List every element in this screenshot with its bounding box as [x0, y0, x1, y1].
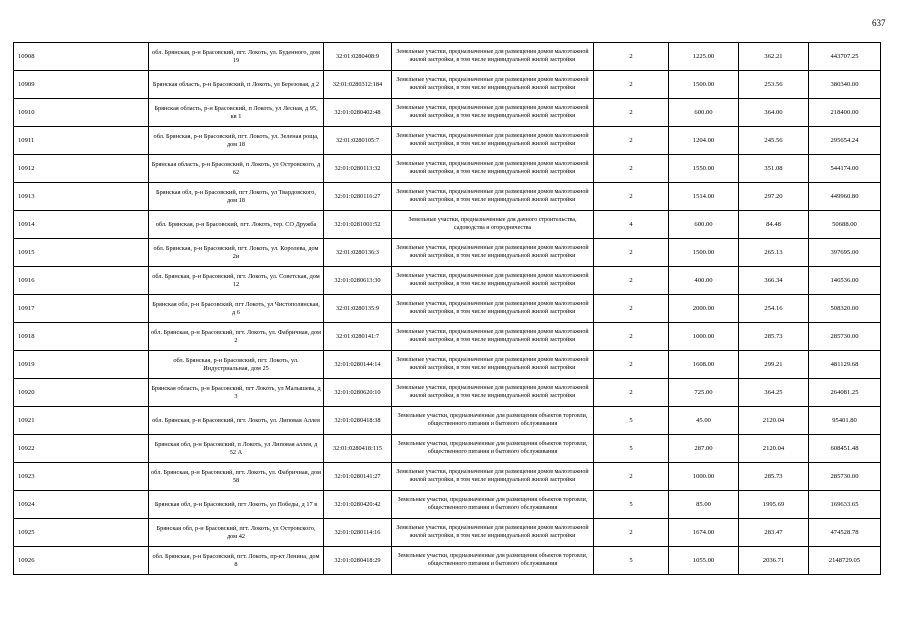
land-use-cell: Земельные участки, предназначенные для размещения домов малоэтажной жилой застройки, в том числе индивидуальной жилой застройки	[392, 99, 594, 127]
area-cell: 45.00	[669, 407, 739, 435]
cadastral-number-cell: 32:01:0281001:52	[324, 211, 392, 239]
row-number: 10924	[14, 491, 149, 519]
row-number: 10926	[14, 547, 149, 575]
row-number: 10919	[14, 351, 149, 379]
area-cell: 1500.00	[669, 71, 739, 99]
cadastral-number-cell: 32:01:0280418:38	[324, 407, 392, 435]
land-use-cell: Земельные участки, предназначенные для размещения домов малоэтажной жилой застройки, в том числе индивидуальной жилой застройки	[392, 43, 594, 71]
cadastral-value-cell: 2148729.05	[809, 547, 881, 575]
table-row	[14, 71, 881, 99]
land-use-cell: Земельные участки, предназначенные для размещения домов малоэтажной жилой застройки, в том числе индивидуальной жилой застройки	[392, 183, 594, 211]
group-cell: 2	[594, 99, 669, 127]
table-row	[14, 183, 881, 211]
table-row	[14, 239, 881, 267]
area-cell: 600.00	[669, 211, 739, 239]
area-cell: 1500.00	[669, 239, 739, 267]
row-number: 10923	[14, 463, 149, 491]
group-cell: 5	[594, 547, 669, 575]
cadastral-value-cell: 481129.68	[809, 351, 881, 379]
address-cell: обл. Брянская, р-н Брасовский, пгт. Локоть, пр-кт Ленина, дом 8	[149, 547, 324, 575]
cadastral-number-cell: 32:01:0280420:42	[324, 491, 392, 519]
table-row	[14, 211, 881, 239]
address-cell: Брянская область, р-н Брасовский, пгт Локоть, ул Малышева, д 3	[149, 379, 324, 407]
area-cell: 1514.00	[669, 183, 739, 211]
land-use-cell: Земельные участки, предназначенные для размещения домов малоэтажной жилой застройки, в том числе индивидуальной жилой застройки	[392, 351, 594, 379]
cadastral-number-cell: 32:01:0280135:9	[324, 295, 392, 323]
cadastral-number-cell: 32:01:0280620:10	[324, 379, 392, 407]
cadastral-value-cell: 285730.00	[809, 323, 881, 351]
row-number: 10922	[14, 435, 149, 463]
land-use-cell: Земельные участки, предназначенные для размещения объектов торговли, общественного питания и бытового обслуживания	[392, 407, 594, 435]
group-cell: 2	[594, 71, 669, 99]
rate-cell: 283.47	[739, 519, 809, 547]
area-cell: 725.00	[669, 379, 739, 407]
area-cell: 1225.00	[669, 43, 739, 71]
rate-cell: 265.13	[739, 239, 809, 267]
group-cell: 2	[594, 463, 669, 491]
area-cell: 600.00	[669, 99, 739, 127]
group-cell: 5	[594, 407, 669, 435]
row-number: 10913	[14, 183, 149, 211]
area-cell: 1550.00	[669, 155, 739, 183]
address-cell: обл. Брянская, р-н Брасовский, пгт. Локоть, тер. СО Дружба	[149, 211, 324, 239]
rate-cell: 245.56	[739, 127, 809, 155]
address-cell: Брянская обл, р-н Брасовский, пгт Локоть, ул Победы, д 17 в	[149, 491, 324, 519]
cadastral-number-cell: 32:01:0280418:115	[324, 435, 392, 463]
cadastral-value-cell: 508320.00	[809, 295, 881, 323]
address-cell: обл. Брянская, р-н Брасовский, пгт. Локоть, ул. Фабричная, дом 58	[149, 463, 324, 491]
address-cell: Брянская обл, р-н Брасовский, пгт Локоть, ул Чистополянская, д 6	[149, 295, 324, 323]
address-cell: Брянская область, р-н Брасовский, п Локоть, ул Лесная, д 95, кв 1	[149, 99, 324, 127]
rate-cell: 2120.04	[739, 407, 809, 435]
address-cell: обл. Брянская, р-н Брасовский, пгт. Локоть, ул. Буденного, дом 19	[149, 43, 324, 71]
table-row	[14, 379, 881, 407]
cadastral-value-cell: 285730.00	[809, 463, 881, 491]
cadastral-number-cell: 32:01:0280402:48	[324, 99, 392, 127]
address-cell: Брянская область, р-н Брасовский, п Локоть, ул Березовая, д 2	[149, 71, 324, 99]
table-row	[14, 463, 881, 491]
cadastral-number-cell: 32:01:0280312:184	[324, 71, 392, 99]
address-cell: обл. Брянская, р-н Брасовский, пгт. Локоть, ул. Зеленая роща, дом 18	[149, 127, 324, 155]
land-use-cell: Земельные участки, предназначенные для размещения домов малоэтажной жилой застройки, в том числе индивидуальной жилой застройки	[392, 239, 594, 267]
cadastral-value-cell: 169633.65	[809, 491, 881, 519]
row-number: 10917	[14, 295, 149, 323]
address-cell: Брянская область, р-н Брасовский, п Локоть, ул Островского, д 62	[149, 155, 324, 183]
address-cell: обл. Брянская, р-н Брасовский, пгт. Локоть, ул. Фабричная, дом 2	[149, 323, 324, 351]
address-cell: обл. Брянская, р-н Брасовский, пгт. Локоть, ул. Индустриальная, дом 25	[149, 351, 324, 379]
area-cell: 1608.00	[669, 351, 739, 379]
area-cell: 1055.00	[669, 547, 739, 575]
group-cell: 2	[594, 323, 669, 351]
table-row	[14, 43, 881, 71]
cadastral-value-cell: 449960.80	[809, 183, 881, 211]
cadastral-number-cell: 32:01:0280613:30	[324, 267, 392, 295]
rate-cell: 285.73	[739, 323, 809, 351]
rate-cell: 299.21	[739, 351, 809, 379]
table-row	[14, 295, 881, 323]
row-number: 10912	[14, 155, 149, 183]
rate-cell: 364.25	[739, 379, 809, 407]
cadastral-value-cell: 474528.78	[809, 519, 881, 547]
address-cell: Брянская обл, р-н Брасовский, пгт Локоть, ул Твардовского, дом 18	[149, 183, 324, 211]
row-number: 10909	[14, 71, 149, 99]
group-cell: 2	[594, 43, 669, 71]
row-number: 10916	[14, 267, 149, 295]
group-cell: 2	[594, 295, 669, 323]
row-number: 10914	[14, 211, 149, 239]
table-row	[14, 267, 881, 295]
rate-cell: 254.16	[739, 295, 809, 323]
area-cell: 85.00	[669, 491, 739, 519]
area-cell: 1674.00	[669, 519, 739, 547]
page-number: 637	[872, 18, 886, 28]
table-row	[14, 155, 881, 183]
cadastral-value-cell: 608451.48	[809, 435, 881, 463]
group-cell: 2	[594, 183, 669, 211]
group-cell: 2	[594, 239, 669, 267]
table-row	[14, 323, 881, 351]
rate-cell: 364.00	[739, 99, 809, 127]
row-number: 10911	[14, 127, 149, 155]
address-cell: обл. Брянская, р-н Брасовский, пгт. Локоть, ул. Липовая Аллея	[149, 407, 324, 435]
land-use-cell: Земельные участки, предназначенные для размещения домов малоэтажной жилой застройки, в том числе индивидуальной жилой застройки	[392, 323, 594, 351]
group-cell: 2	[594, 155, 669, 183]
row-number: 10908	[14, 43, 149, 71]
group-cell: 2	[594, 519, 669, 547]
land-use-cell: Земельные участки, предназначенные для размещения домов малоэтажной жилой застройки, в том числе индивидуальной жилой застройки	[392, 155, 594, 183]
land-use-cell: Земельные участки, предназначенные для размещения объектов торговли, общественного питания и бытового обслуживания	[392, 547, 594, 575]
land-use-cell: Земельные участки, предназначенные для размещения домов малоэтажной жилой застройки, в том числе индивидуальной жилой застройки	[392, 379, 594, 407]
cadastral-number-cell: 32:01:0280408:9	[324, 43, 392, 71]
land-use-cell: Земельные участки, предназначенные для размещения домов малоэтажной жилой застройки, в том числе индивидуальной жилой застройки	[392, 71, 594, 99]
land-use-cell: Земельные участки, предназначенные для дачного строительства, садоводства и огородничества	[392, 211, 594, 239]
row-number: 10918	[14, 323, 149, 351]
table-row	[14, 547, 881, 575]
cadastral-number-cell: 32:01:0280136:3	[324, 239, 392, 267]
group-cell: 2	[594, 267, 669, 295]
rate-cell: 1995.69	[739, 491, 809, 519]
rate-cell: 285.73	[739, 463, 809, 491]
group-cell: 2	[594, 127, 669, 155]
cadastral-number-cell: 32:01:0280141:7	[324, 323, 392, 351]
table-row	[14, 435, 881, 463]
area-cell: 1000.00	[669, 323, 739, 351]
table-row	[14, 491, 881, 519]
row-number: 10925	[14, 519, 149, 547]
cadastral-number-cell: 32:01:0280113:32	[324, 155, 392, 183]
land-use-cell: Земельные участки, предназначенные для размещения домов малоэтажной жилой застройки, в том числе индивидуальной жилой застройки	[392, 295, 594, 323]
cadastral-value-cell: 397695.00	[809, 239, 881, 267]
group-cell: 5	[594, 435, 669, 463]
address-cell: обл. Брянская, р-н Брасовский, пгт. Локоть, ул. Советская, дом 12	[149, 267, 324, 295]
rate-cell: 297.20	[739, 183, 809, 211]
area-cell: 400.00	[669, 267, 739, 295]
row-number: 10920	[14, 379, 149, 407]
cadastral-value-cell: 544174.00	[809, 155, 881, 183]
cadastral-value-cell: 295654.24	[809, 127, 881, 155]
group-cell: 2	[594, 351, 669, 379]
address-cell: Брянская обл, р-н Брасовский, пгт. Локоть, ул Островского, дом 42	[149, 519, 324, 547]
table-row	[14, 519, 881, 547]
row-number: 10915	[14, 239, 149, 267]
rate-cell: 2120.04	[739, 435, 809, 463]
cadastral-value-cell: 146536.00	[809, 267, 881, 295]
rate-cell: 362.21	[739, 43, 809, 71]
rate-cell: 253.56	[739, 71, 809, 99]
land-use-cell: Земельные участки, предназначенные для размещения домов малоэтажной жилой застройки, в том числе индивидуальной жилой застройки	[392, 519, 594, 547]
area-cell: 1204.00	[669, 127, 739, 155]
cadastral-value-cell: 380340.00	[809, 71, 881, 99]
land-use-cell: Земельные участки, предназначенные для размещения домов малоэтажной жилой застройки, в том числе индивидуальной жилой застройки	[392, 463, 594, 491]
table-row	[14, 99, 881, 127]
table-row	[14, 351, 881, 379]
rate-cell: 366.34	[739, 267, 809, 295]
rate-cell: 2036.71	[739, 547, 809, 575]
land-use-cell: Земельные участки, предназначенные для размещения объектов торговли, общественного питания и бытового обслуживания	[392, 435, 594, 463]
group-cell: 2	[594, 379, 669, 407]
cadastral-number-cell: 32:01:0280105:7	[324, 127, 392, 155]
cadastral-value-cell: 443707.25	[809, 43, 881, 71]
land-use-cell: Земельные участки, предназначенные для размещения домов малоэтажной жилой застройки, в том числе индивидуальной жилой застройки	[392, 127, 594, 155]
cadastral-value-cell: 95401.80	[809, 407, 881, 435]
area-cell: 1000.00	[669, 463, 739, 491]
address-cell: Брянская обл, р-н Брасовский, п Локоть, ул Липовая аллея, д 52 А	[149, 435, 324, 463]
table-row	[14, 127, 881, 155]
cadastral-value-cell: 50688.00	[809, 211, 881, 239]
row-number: 10921	[14, 407, 149, 435]
rate-cell: 84.48	[739, 211, 809, 239]
cadastral-number-cell: 32:01:0280116:27	[324, 183, 392, 211]
area-cell: 2000.00	[669, 295, 739, 323]
cadastral-number-cell: 32:01:0280114:16	[324, 519, 392, 547]
area-cell: 287.00	[669, 435, 739, 463]
rate-cell: 351.08	[739, 155, 809, 183]
row-number: 10910	[14, 99, 149, 127]
cadastral-number-cell: 32:01:0280141:27	[324, 463, 392, 491]
cadastral-value-cell: 218400.00	[809, 99, 881, 127]
group-cell: 5	[594, 491, 669, 519]
cadastral-value-cell: 264081.25	[809, 379, 881, 407]
address-cell: обл. Брянская, р-н Брасовский, пгт. Локоть, ул. Королева, дом 2и	[149, 239, 324, 267]
cadastral-value-table	[13, 42, 881, 575]
group-cell: 4	[594, 211, 669, 239]
table-row	[14, 407, 881, 435]
cadastral-number-cell: 32:01:0280418:29	[324, 547, 392, 575]
land-use-cell: Земельные участки, предназначенные для размещения домов малоэтажной жилой застройки, в том числе индивидуальной жилой застройки	[392, 267, 594, 295]
cadastral-number-cell: 32:01:0280144:14	[324, 351, 392, 379]
land-use-cell: Земельные участки, предназначенные для размещения объектов торговли, общественного питания и бытового обслуживания	[392, 491, 594, 519]
